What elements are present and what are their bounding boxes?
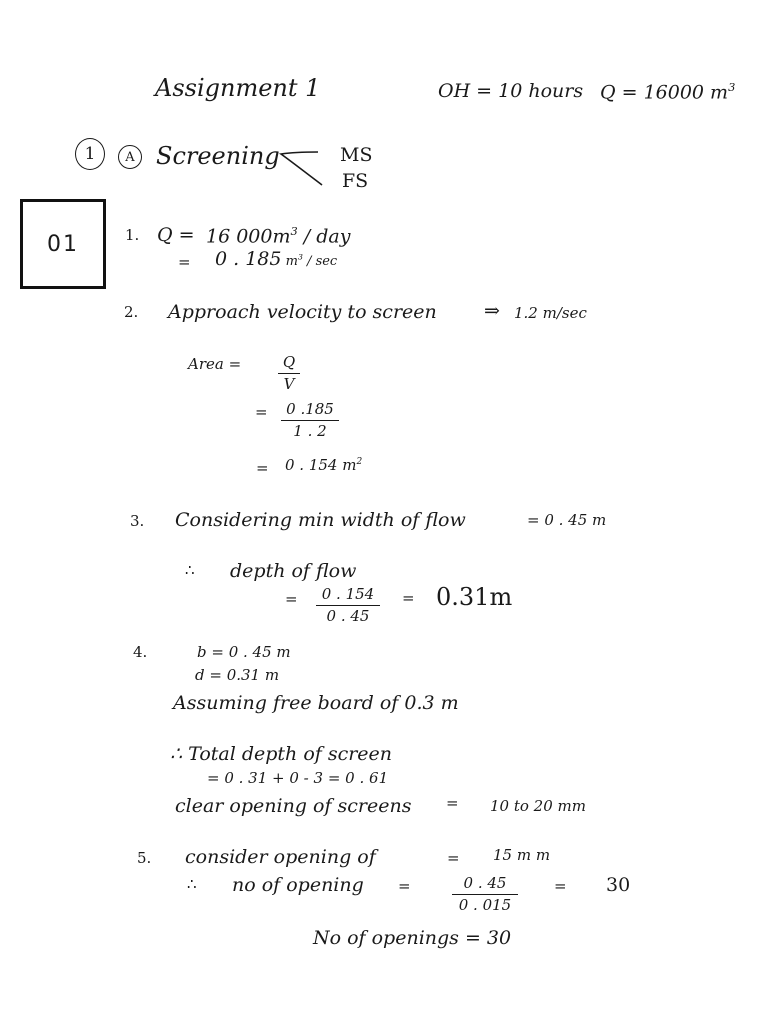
branch-fs: FS <box>342 170 369 192</box>
therefore-symbol-2: ∴ <box>187 875 197 893</box>
operating-hours: OH = 10 hours <box>438 80 584 102</box>
opening-value: 15 m m <box>493 846 551 864</box>
step-3-text: Considering min width of flow <box>175 509 466 531</box>
step-3-number: 3. <box>130 512 145 530</box>
step-2-text: Approach velocity to screen <box>168 301 437 323</box>
no-of-opening-fraction: 0 . 45 0 . 015 <box>452 876 518 913</box>
step-1-conversion: 0 . 185 $m^3$ / sec <box>215 248 338 270</box>
step-1-q-value: 16 $000m^3$ / day <box>206 224 351 248</box>
step-2-number: 2. <box>124 303 139 321</box>
branch-ms: MS <box>340 144 373 166</box>
step-1-q-label: Q = <box>157 224 195 246</box>
depth-eq: = <box>285 590 298 608</box>
approach-velocity-value: 1.2 m/sec <box>514 304 587 322</box>
no-of-opening-eq-2: = <box>554 877 567 895</box>
flow-quantity: Q = 16000 $m^3$ <box>600 80 736 104</box>
page-title: Assignment 1 <box>155 74 321 102</box>
total-depth-label: ∴ Total depth of screen <box>170 743 393 765</box>
depth-eq-2: = <box>402 589 415 607</box>
step-4-number: 4. <box>133 643 148 661</box>
area-eq-2: = <box>255 403 268 421</box>
area-label: Area = <box>188 355 242 373</box>
final-openings: No of openings = 30 <box>313 927 512 949</box>
section-label: Screening <box>156 142 280 170</box>
area-calc-fraction: 0 .185 1 . 2 <box>281 402 339 439</box>
section-number-circle: 1 <box>75 138 105 170</box>
implies-arrow: ⇒ <box>484 300 500 322</box>
no-of-opening-label: no of opening <box>232 874 364 896</box>
depth-fraction: 0 . 154 0 . 45 <box>316 587 380 624</box>
min-width-value: = 0 . 45 m <box>527 511 607 529</box>
step-5-number: 5. <box>137 849 152 867</box>
step-1-number: 1. <box>125 226 140 244</box>
page-number-badge: 01 <box>20 199 106 289</box>
area-result: 0 . 154 $m^2$ <box>285 456 363 474</box>
consider-opening: consider opening of <box>185 846 376 868</box>
area-formula-fraction: Q V <box>278 355 300 392</box>
area-eq-3: = <box>256 459 269 477</box>
width-b: b = 0 . 45 m <box>197 643 291 661</box>
clear-opening-eq: = <box>446 794 459 812</box>
therefore-symbol: ∴ <box>185 561 195 579</box>
total-depth-calc: = 0 . 31 + 0 - 3 = 0 . 61 <box>207 769 389 787</box>
depth-d: d = 0.31 m <box>195 666 280 684</box>
assume-freeboard: Assuming free board of 0.3 m <box>173 692 459 714</box>
depth-result: 0.31m <box>436 583 513 611</box>
step-1-eq: = <box>178 253 191 271</box>
no-of-opening-eq: = <box>398 877 411 895</box>
clear-opening-value: 10 to 20 mm <box>490 797 586 815</box>
branch-connector <box>281 152 322 185</box>
no-of-opening-result: 30 <box>606 874 631 896</box>
depth-label: depth of flow <box>230 560 357 582</box>
section-letter-circle: A <box>118 145 142 169</box>
opening-eq: = <box>447 849 460 867</box>
clear-opening-label: clear opening of screens <box>175 795 412 817</box>
